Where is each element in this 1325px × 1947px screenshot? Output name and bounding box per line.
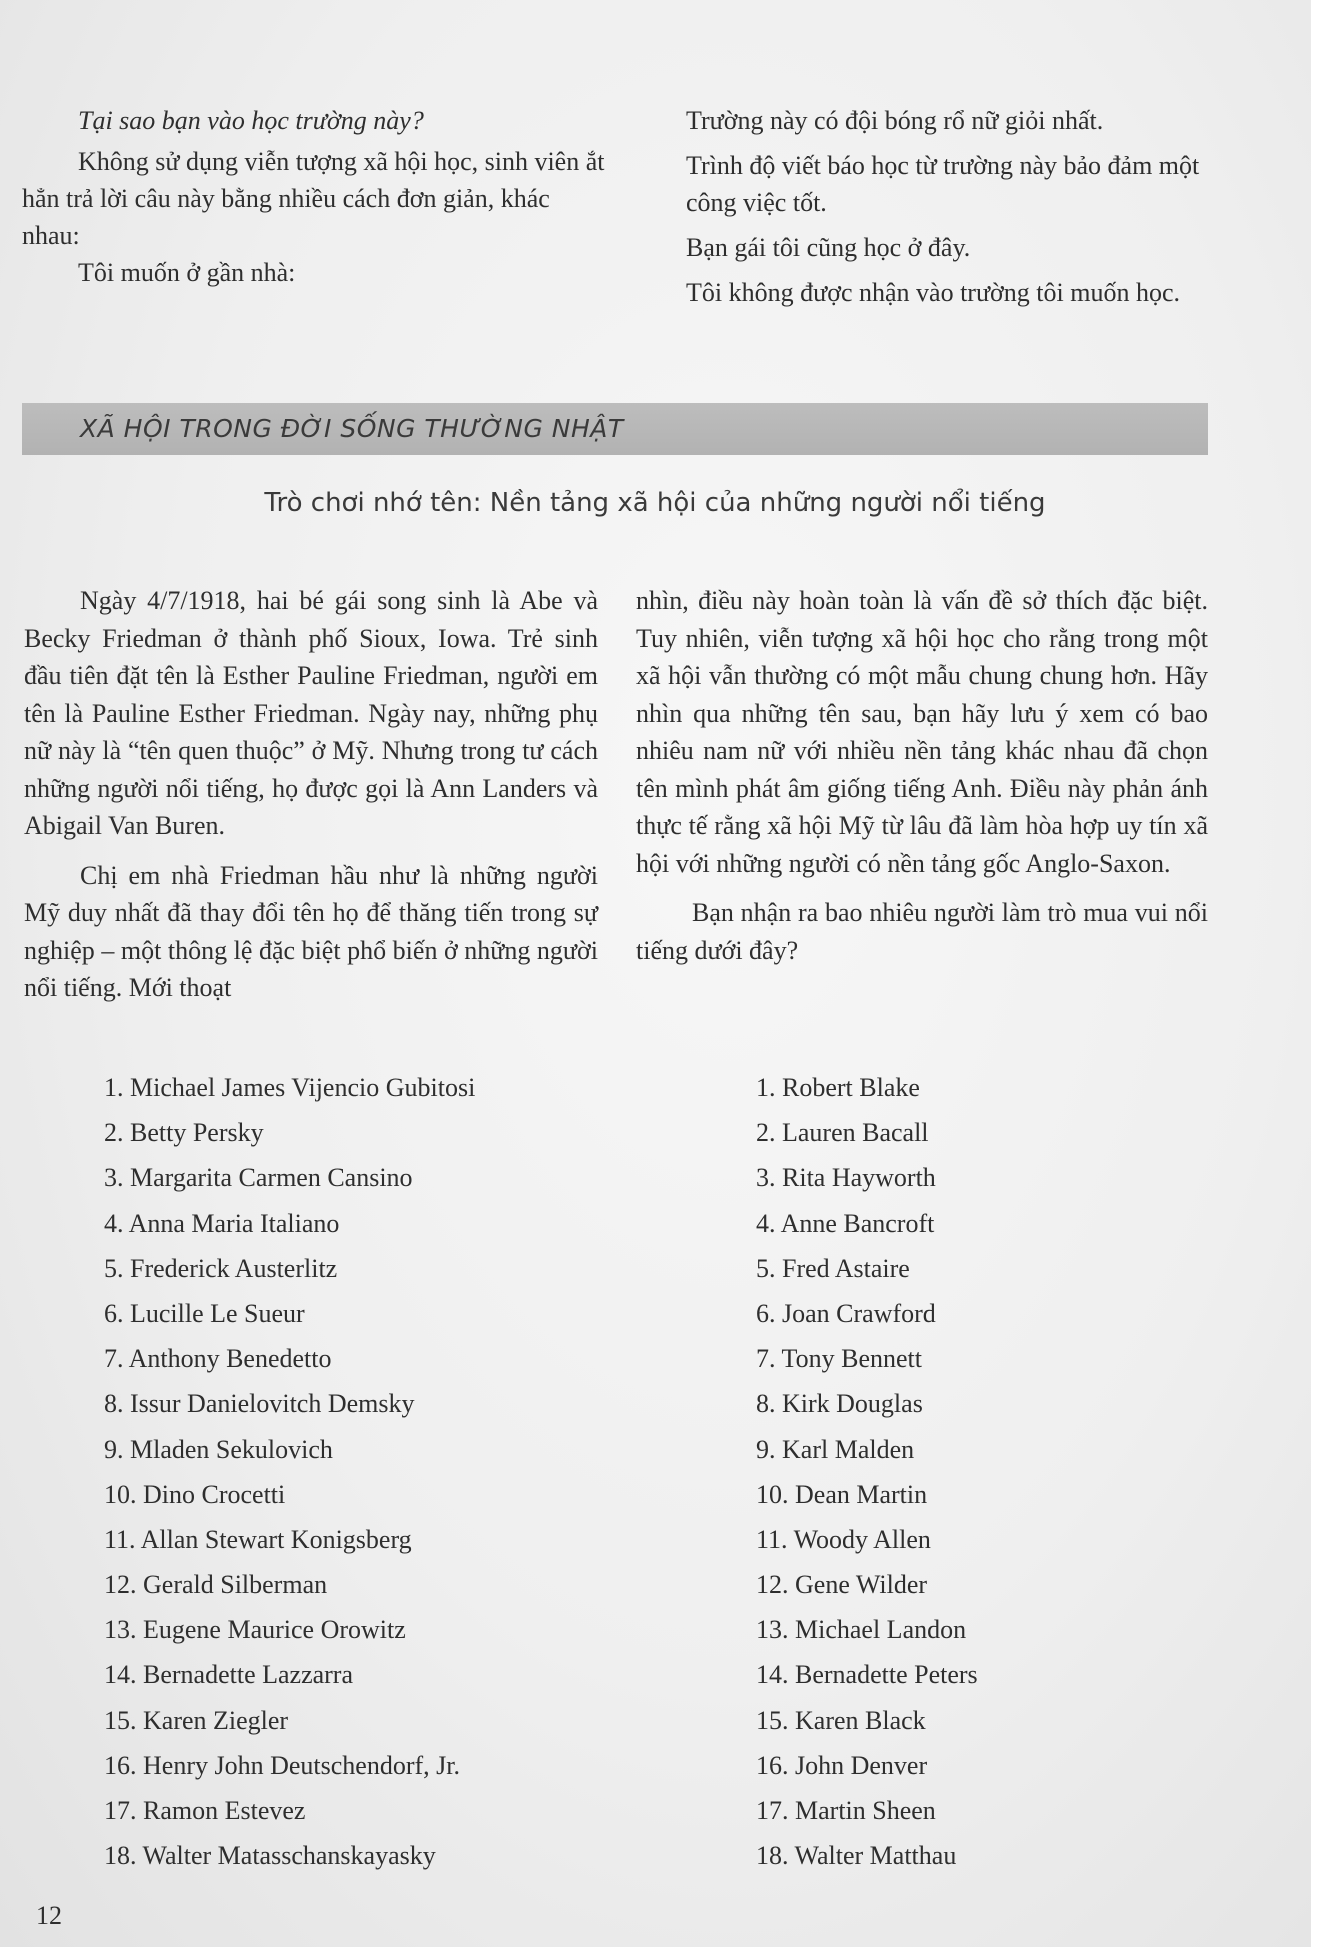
body-paragraph: Chị em nhà Friedman hầu như là những người Mỹ duy nhất đã thay đổi tên họ để thăng tiến trong sự nghiệp – một thông lệ đặc biệt phổ biến ở những người nổi tiếng. Mới thoạt	[24, 860, 598, 1002]
stage-names-list	[756, 1065, 978, 1878]
answer-item: Tôi muốn ở gần nhà:	[78, 258, 296, 287]
list-item: 18. Walter Matasschanskayasky	[104, 1841, 436, 1871]
question-block	[22, 102, 610, 291]
list-item: 14. Bernadette Peters	[756, 1660, 978, 1690]
section-banner	[22, 403, 1208, 455]
body-column-right	[636, 582, 1208, 969]
section-subtitle: Trò chơi nhớ tên: Nền tảng xã hội của những người nổi tiếng	[264, 488, 1046, 518]
list-item: 16. John Denver	[756, 1750, 928, 1780]
list-item: 8. Issur Danielovitch Demsky	[104, 1389, 415, 1419]
body-column-left	[24, 582, 598, 1007]
answer-item: Tôi không được nhận vào trường tôi muốn học.	[686, 278, 1180, 307]
list-item: 9. Karl Malden	[756, 1434, 915, 1464]
list-item: 2. Lauren Bacall	[756, 1118, 929, 1148]
list-item: 3. Rita Hayworth	[756, 1163, 936, 1193]
question-heading: Tại sao bạn vào học trường này?	[78, 106, 424, 135]
list-item: 1. Robert Blake	[756, 1073, 920, 1102]
list-item: 3. Margarita Carmen Cansino	[104, 1163, 413, 1193]
list-item: 7. Anthony Benedetto	[104, 1344, 332, 1374]
birth-names-list	[104, 1065, 475, 1878]
list-item: 6. Lucille Le Sueur	[104, 1298, 305, 1328]
list-item: 1. Michael James Vijencio Gubitosi	[104, 1073, 476, 1102]
list-item: 10. Dino Crocetti	[104, 1479, 286, 1509]
answer-item: Trường này có đội bóng rổ nữ giỏi nhất.	[686, 106, 1104, 135]
list-item: 8. Kirk Douglas	[756, 1389, 923, 1419]
page-edge	[1311, 0, 1325, 1947]
list-item: 13. Eugene Maurice Orowitz	[104, 1615, 406, 1645]
answer-item: Trình độ viết báo học từ trường này bảo đảm một công việc tốt.	[686, 151, 1200, 217]
section-banner-title: XÃ HỘI TRONG ĐỜI SỐNG THƯỜNG NHẬT	[80, 414, 624, 443]
page-number: 12	[36, 1901, 62, 1930]
list-item: 11. Allan Stewart Konigsberg	[104, 1524, 412, 1554]
list-item: 12. Gerald Silberman	[104, 1570, 328, 1600]
list-item: 13. Michael Landon	[756, 1615, 967, 1645]
list-item: 5. Fred Astaire	[756, 1253, 910, 1283]
answer-item: Bạn gái tôi cũng học ở đây.	[686, 233, 971, 262]
list-item: 12. Gene Wilder	[756, 1570, 928, 1600]
list-item: 4. Anna Maria Italiano	[104, 1208, 340, 1238]
list-item: 9. Mladen Sekulovich	[104, 1434, 333, 1464]
body-paragraph: nhìn, điều này hoàn toàn là vấn đề sở thích đặc biệt. Tuy nhiên, viễn tượng xã hội học cho rằng trong một xã hội vẫn thường có một mẫu chung chung hơn. Hãy nhìn qua những tên sau, bạn hãy lưu ý xem có bao nhiêu nam nữ với nhiều nền tảng khác nhau đã chọn tên mình phát âm giống tiếng Anh. Điều này phản ánh thực tế rằng xã hội Mỹ từ lâu đã làm hòa hợp uy tín xã hội với những người có nền tảng gốc Anglo-Saxon.	[636, 586, 1208, 878]
list-item: 17. Martin Sheen	[756, 1796, 936, 1825]
list-item: 5. Frederick Austerlitz	[104, 1253, 338, 1283]
list-item: 2. Betty Persky	[104, 1118, 264, 1148]
list-item: 16. Henry John Deutschendorf, Jr.	[104, 1750, 460, 1780]
list-item: 17. Ramon Estevez	[104, 1796, 306, 1825]
list-item: 10. Dean Martin	[756, 1479, 928, 1509]
list-item: 11. Woody Allen	[756, 1524, 931, 1554]
body-paragraph: Ngày 4/7/1918, hai bé gái song sinh là Abe và Becky Friedman ở thành phố Sioux, Iowa. Trẻ sinh đầu tiên đặt tên là Esther Pauline Friedman, người em tên là Pauline Esther Friedman. Ngày nay, những phụ nữ này là “tên quen thuộc” ở Mỹ. Nhưng trong tư cách những người nổi tiếng, họ được gọi là Ann Landers và Abigail Van Buren.	[24, 586, 598, 840]
list-item: 4. Anne Bancroft	[756, 1208, 935, 1238]
body-paragraph: Bạn nhận ra bao nhiêu người làm trò mua vui nổi tiếng dưới đây?	[636, 898, 1208, 965]
list-item: 14. Bernadette Lazzarra	[104, 1660, 354, 1690]
list-item: 6. Joan Crawford	[756, 1298, 936, 1328]
question-intro: Không sử dụng viễn tượng xã hội học, sinh viên ắt hẳn trả lời câu này bằng nhiều cách đơn giản, khác nhau:	[22, 147, 605, 250]
answers-block	[686, 102, 1206, 319]
list-item: 15. Karen Black	[756, 1705, 926, 1735]
list-item: 15. Karen Ziegler	[104, 1705, 289, 1735]
list-item: 18. Walter Matthau	[756, 1841, 957, 1871]
list-item: 7. Tony Bennett	[756, 1344, 922, 1374]
